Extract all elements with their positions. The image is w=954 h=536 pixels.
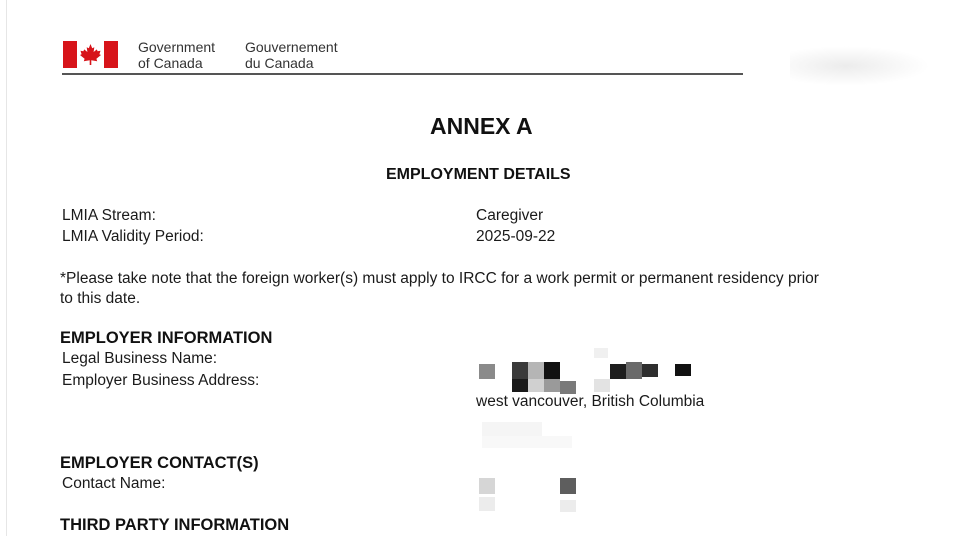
employer-address-label: Employer Business Address: <box>62 372 260 389</box>
maple-leaf-icon <box>80 44 101 65</box>
note-line-2: to this date. <box>60 290 141 307</box>
header-rule <box>62 73 743 75</box>
employer-contacts-heading: EMPLOYER CONTACT(S) <box>60 454 259 472</box>
wordmark-en-line2: of Canada <box>138 55 203 71</box>
lmia-stream-value: Caregiver <box>476 207 544 224</box>
note-line-1: *Please take note that the foreign worker(s) must apply to IRCC for a work permit or permanent residency prior <box>60 270 819 287</box>
employer-information-heading: EMPLOYER INFORMATION <box>60 329 273 347</box>
document-title: ANNEX A <box>430 113 533 139</box>
page-edge <box>6 0 7 536</box>
blurred-corner-mark <box>790 46 930 86</box>
section-subtitle: EMPLOYMENT DETAILS <box>386 166 571 183</box>
wordmark-fr-line1: Gouvernement <box>245 39 338 55</box>
lmia-validity-label: LMIA Validity Period: <box>62 228 204 245</box>
third-party-heading: THIRD PARTY INFORMATION <box>60 516 290 534</box>
legal-business-name-label: Legal Business Name: <box>62 350 218 367</box>
wordmark-en-line1: Government <box>138 39 216 55</box>
lmia-stream-label: LMIA Stream: <box>62 207 156 224</box>
contact-name-label: Contact Name: <box>62 475 166 492</box>
lmia-validity-value: 2025-09-22 <box>476 228 556 245</box>
employer-address-city: west vancouver, British Columbia <box>476 393 705 410</box>
wordmark-fr-line2: du Canada <box>245 55 314 71</box>
canada-flag-logo <box>63 41 118 68</box>
